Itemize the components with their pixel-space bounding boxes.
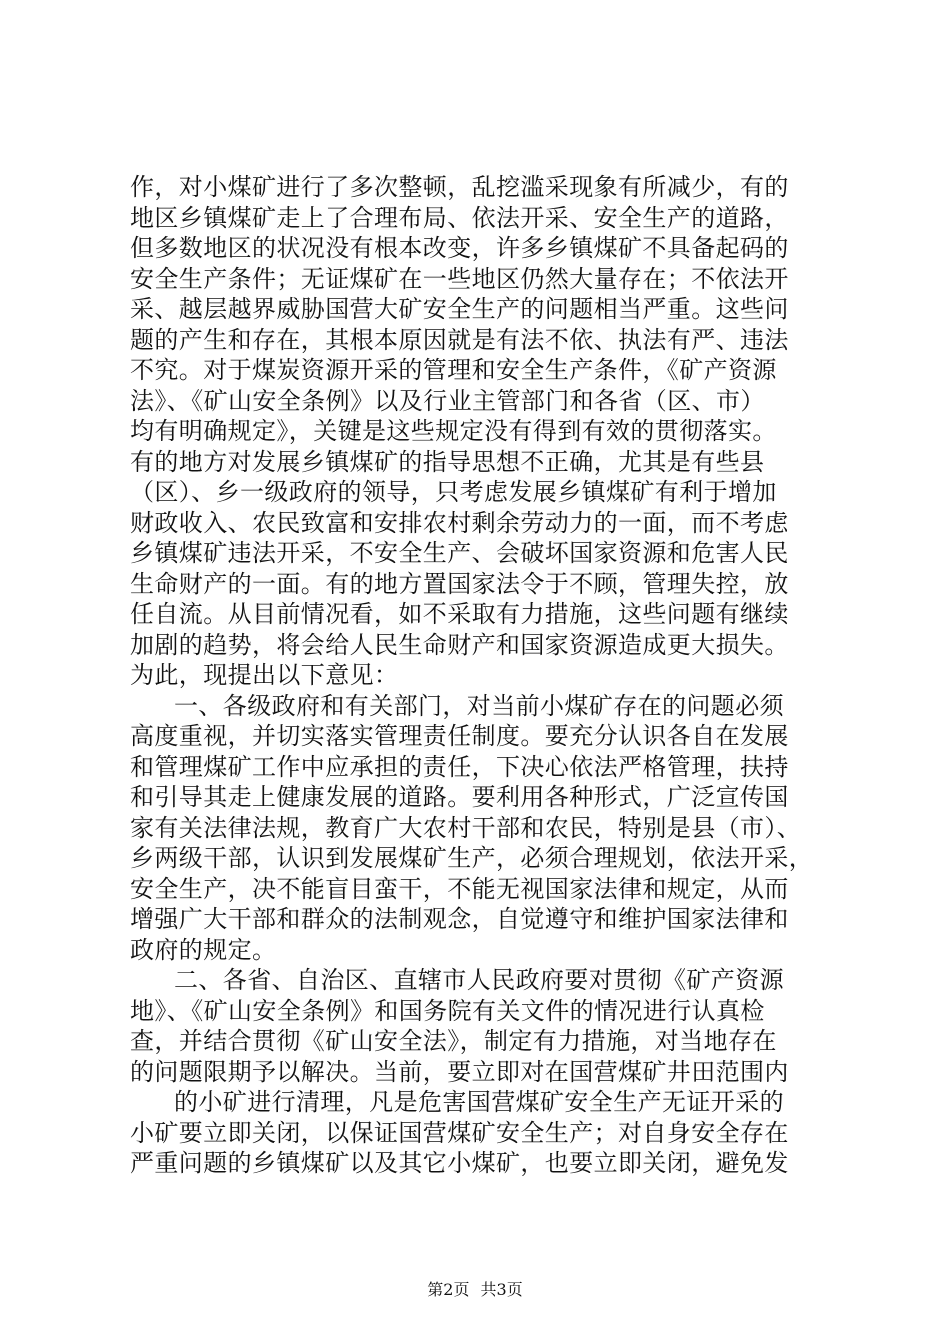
- text-line: 地区乡镇煤矿走上了合理布局、依法开采、安全生产的道路，: [130, 203, 789, 232]
- text-line: （区）、乡一级政府的领导，只考虑发展乡镇煤矿有利于增加: [130, 478, 777, 506]
- text-line: 安全生产，决不能盲目蛮干，不能无视国家法律和规定，从而: [130, 874, 789, 903]
- text-line: 地》、《矿山安全条例》和国务院有关文件的情况进行认真检: [130, 996, 765, 1025]
- text-line: 政府的规定。: [130, 935, 277, 964]
- page-total: 共3页: [480, 1280, 523, 1299]
- page-number: 第2页: [427, 1280, 470, 1299]
- text-line: 家有关法律法规，教育广大农村干部和农民，特别是县（市）、: [130, 813, 802, 842]
- text-line: 均有明确规定》，关键是这些规定没有得到有效的贯彻落实。: [130, 417, 777, 445]
- text-line: 一、各级政府和有关部门，对当前小煤矿存在的问题必须: [174, 691, 784, 720]
- text-line: 采、越层越界威胁国营大矿安全生产的问题相当严重。这些问: [130, 295, 789, 323]
- page-footer: [0, 1277, 950, 1300]
- text-line: 和引导其走上健康发展的道路。要利用各种形式，广泛宣传国: [130, 783, 789, 811]
- text-line: 但多数地区的状况没有根本改变，许多乡镇煤矿不具备起码的: [130, 234, 789, 262]
- text-line: 有的地方对发展乡镇煤矿的指导思想不正确，尤其是有些县: [130, 447, 765, 476]
- text-line: 增强广大干部和群众的法制观念，自觉遵守和维护国家法律和: [130, 905, 789, 933]
- text-line: 高度重视，并切实落实管理责任制度。要充分认识各自在发展: [130, 722, 789, 750]
- text-line: 题的产生和存在，其根本原因就是有法不依、执法有严、违法: [130, 325, 789, 354]
- text-line: 二、各省、自治区、直辖市人民政府要对贯彻《矿产资源: [174, 966, 784, 994]
- text-line: 安全生产条件；无证煤矿在一些地区仍然大量存在；不依法开: [130, 264, 789, 293]
- text-line: 的小矿进行清理，凡是危害国营煤矿安全生产无证开采的: [174, 1088, 784, 1116]
- document-body: [130, 172, 830, 1179]
- text-line: 任自流。从目前情况看，如不采取有力措施，这些问题有继续: [130, 600, 789, 628]
- text-line: 为此，现提出以下意见：: [130, 661, 399, 689]
- text-line: 加剧的趋势，将会给人民生命财产和国家资源造成更大损失。: [130, 630, 789, 659]
- text-line: 作，对小煤矿进行了多次整顿，乱挖滥采现象有所减少，有的: [130, 173, 789, 201]
- text-line: 不究。对于煤炭资源开采的管理和安全生产条件，《矿产资源: [130, 356, 777, 384]
- text-line: 严重问题的乡镇煤矿以及其它小煤矿，也要立即关闭，避免发: [130, 1149, 789, 1177]
- text-line: 和管理煤矿工作中应承担的责任，下决心依法严格管理，扶持: [130, 752, 789, 781]
- text-line: 生命财产的一面。有的地方置国家法令于不顾，管理失控，放: [130, 569, 789, 598]
- text-line: 查，并结合贯彻《矿山安全法》，制定有力措施，对当地存在: [130, 1027, 777, 1055]
- text-line: 乡镇煤矿违法开采，不安全生产、会破坏国家资源和危害人民: [130, 539, 789, 567]
- text-line: 乡两级干部，认识到发展煤矿生产，必须合理规划，依法开采，: [130, 844, 814, 872]
- text-line: 财政收入、农民致富和安排农村剩余劳动力的一面，而不考虑: [130, 508, 789, 537]
- text-line: 小矿要立即关闭，以保证国营煤矿安全生产；对自身安全存在: [130, 1118, 789, 1147]
- text-line: 法》、《矿山安全条例》以及行业主管部门和各省（区、市）: [130, 386, 765, 415]
- text-line: 的问题限期予以解决。当前，要立即对在国营煤矿井田范围内: [130, 1057, 789, 1086]
